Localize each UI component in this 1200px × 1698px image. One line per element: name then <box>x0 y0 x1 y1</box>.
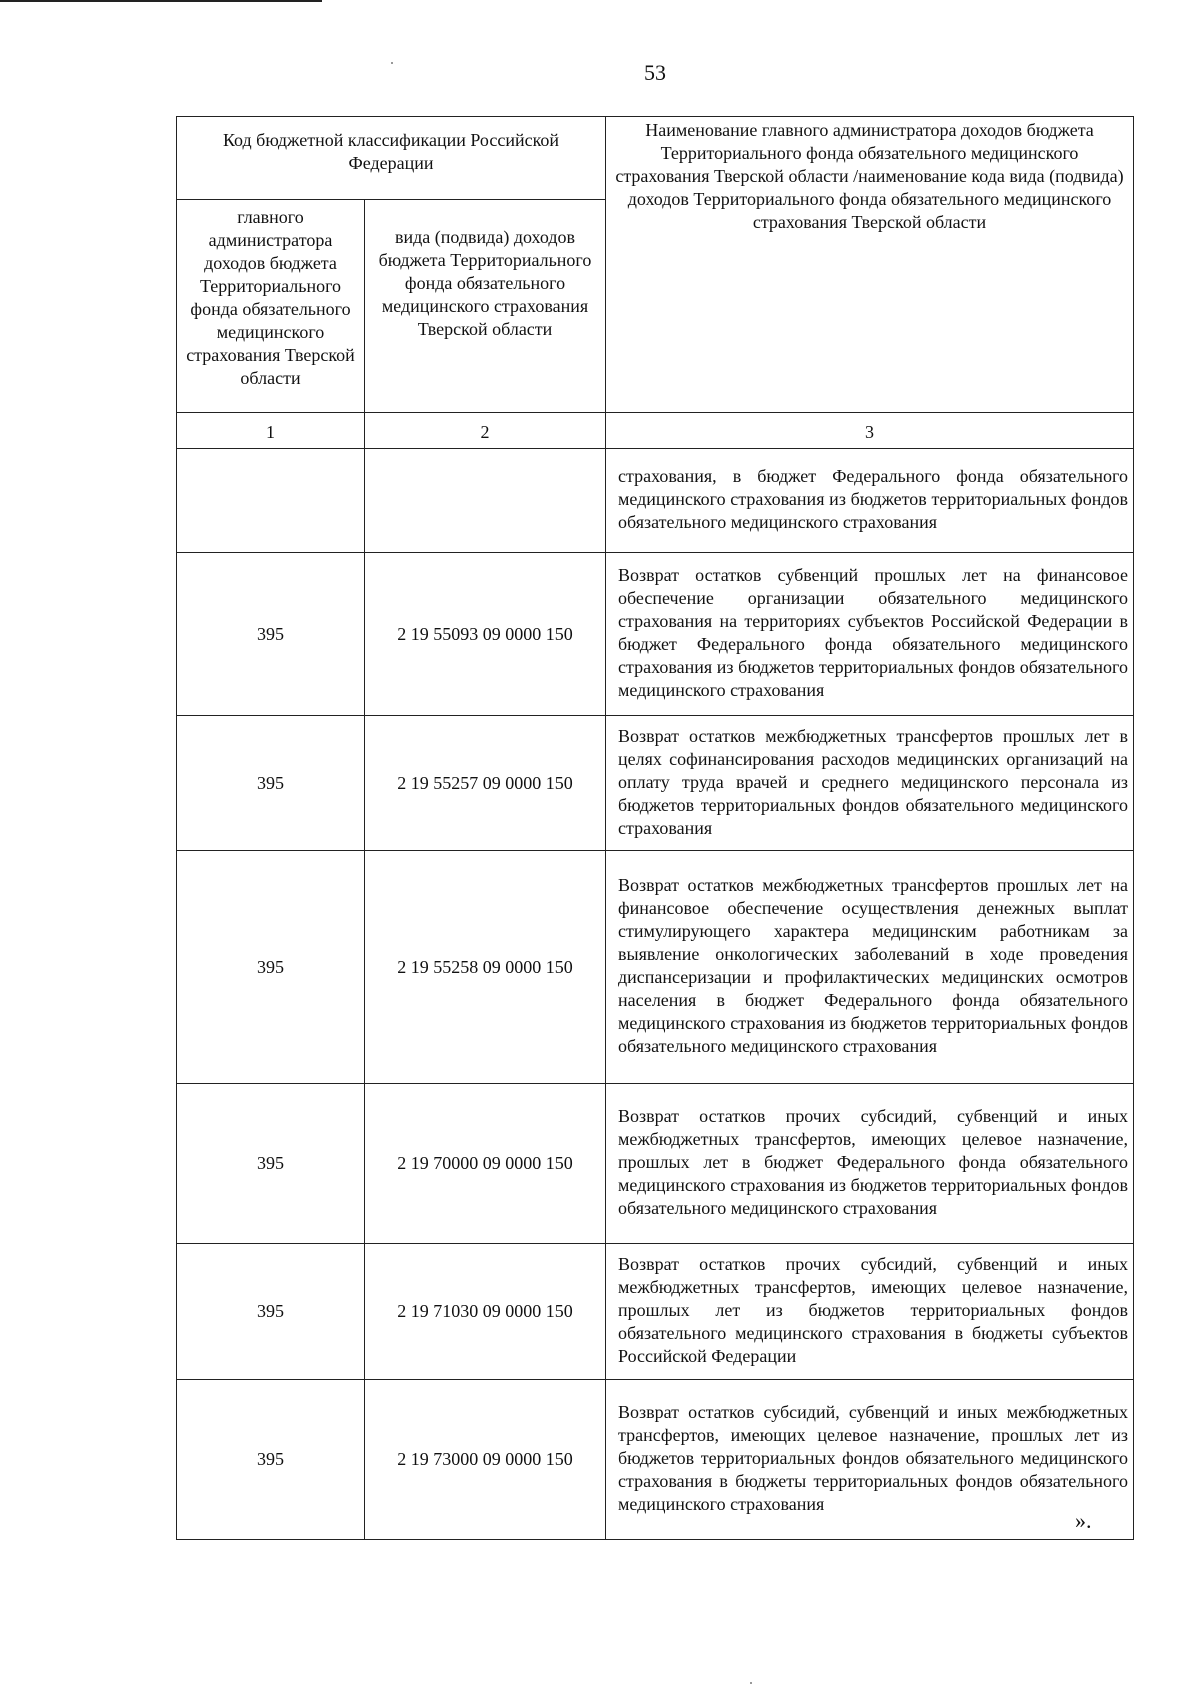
header-col1-cell: главного администратора доходов бюджета Территориального фонда обязательного медицинского страхования Тверской области <box>177 200 365 413</box>
income-name-cell: Возврат остатков прочих субсидий, субвенций и иных межбюджетных трансфертов, имеющих целевое назначение, прошлых лет в бюджет Федерального фонда обязательного медицинского страхования из бюджетов территориальных фондов обязательного медицинского страхования <box>606 1084 1134 1244</box>
income-name-cell: Возврат остатков субвенций прошлых лет на финансовое обеспечение организации обязательного медицинского страхования на территориях субъектов Российской Федерации в бюджет Федерального фонда обязательного медицинского страхования из бюджетов территориальных фондов обязательного медицинского страхования <box>606 553 1134 716</box>
page-number: 53 <box>644 60 666 85</box>
income-code-cell: 2 19 70000 09 0000 150 <box>365 1084 606 1244</box>
column-number: 2 <box>365 413 606 449</box>
closing-quote-mark: ». <box>1075 1508 1092 1533</box>
income-code-cell: 2 19 55258 09 0000 150 <box>365 851 606 1084</box>
admin-code-cell: 395 <box>177 1084 365 1244</box>
header-row-1 <box>177 117 1134 200</box>
table-row <box>177 553 1134 716</box>
admin-code-cell: 395 <box>177 553 365 716</box>
income-code-cell: 2 19 71030 09 0000 150 <box>365 1244 606 1380</box>
column-number: 3 <box>606 413 1134 449</box>
income-name-cell: Возврат остатков межбюджетных трансфертов прошлых лет в целях софинансирования расходов медицинских организаций на оплату труда врачей и среднего медицинского персонала из бюджетов территориальных фондов обязательного медицинского страхования <box>606 716 1134 851</box>
income-code-cell: 2 19 55257 09 0000 150 <box>365 716 606 851</box>
admin-code-cell: 395 <box>177 1244 365 1380</box>
column-number: 1 <box>177 413 365 449</box>
column-number-row <box>177 413 1134 449</box>
income-name-cell: Возврат остатков межбюджетных трансфертов прошлых лет на финансовое обеспечение осуществления денежных выплат стимулирующего характера медицинским работникам за выявление онкологических заболеваний в ходе проведения диспансеризации и профилактических медицинских осмотров населения в бюджет Федерального фонда обязательного медицинского страхования из бюджетов территориальных фондов обязательного медицинского страхования <box>606 851 1134 1084</box>
income-name-cell: Возврат остатков прочих субсидий, субвенций и иных межбюджетных трансфертов, имеющих целевое назначение, прошлых лет из бюджетов территориальных фондов обязательного медицинского страхования в бюджеты субъектов Российской Федерации <box>606 1244 1134 1380</box>
admin-code-cell: 395 <box>177 851 365 1084</box>
income-code-cell <box>365 449 606 553</box>
budget-classification-table <box>176 116 1134 1540</box>
header-col2-cell: вида (подвида) доходов бюджета Территориального фонда обязательного медицинского страхования Тверской области <box>365 200 606 413</box>
header-group-cell: Код бюджетной классификации Российской Федерации <box>177 117 606 200</box>
table-row <box>177 1244 1134 1380</box>
income-name-cell: Возврат остатков субсидий, субвенций и иных межбюджетных трансфертов, имеющих целевое назначение, прошлых лет из бюджетов территориальных фондов обязательного медицинского страхования в бюджеты территориальных фондов обязательного медицинского страхования <box>606 1380 1134 1540</box>
table-row <box>177 851 1134 1084</box>
table-row <box>177 1084 1134 1244</box>
table-row <box>177 1380 1134 1540</box>
header-col3-cell: Наименование главного администратора доходов бюджета Территориального фонда обязательного медицинского страхования Тверской области /наименование кода вида (подвида) доходов Территориального фонда обязательного медицинского страхования Тверской области <box>606 117 1134 413</box>
income-code-cell: 2 19 73000 09 0000 150 <box>365 1380 606 1540</box>
scan-speck <box>750 1682 752 1684</box>
table-row <box>177 449 1134 553</box>
admin-code-cell <box>177 449 365 553</box>
income-name-cell: страхования, в бюджет Федерального фонда обязательного медицинского страхования из бюджетов территориальных фондов обязательного медицинского страхования <box>606 449 1134 553</box>
income-code-cell: 2 19 55093 09 0000 150 <box>365 553 606 716</box>
admin-code-cell: 395 <box>177 1380 365 1540</box>
admin-code-cell: 395 <box>177 716 365 851</box>
table-row <box>177 716 1134 851</box>
scan-edge-line <box>0 0 322 2</box>
